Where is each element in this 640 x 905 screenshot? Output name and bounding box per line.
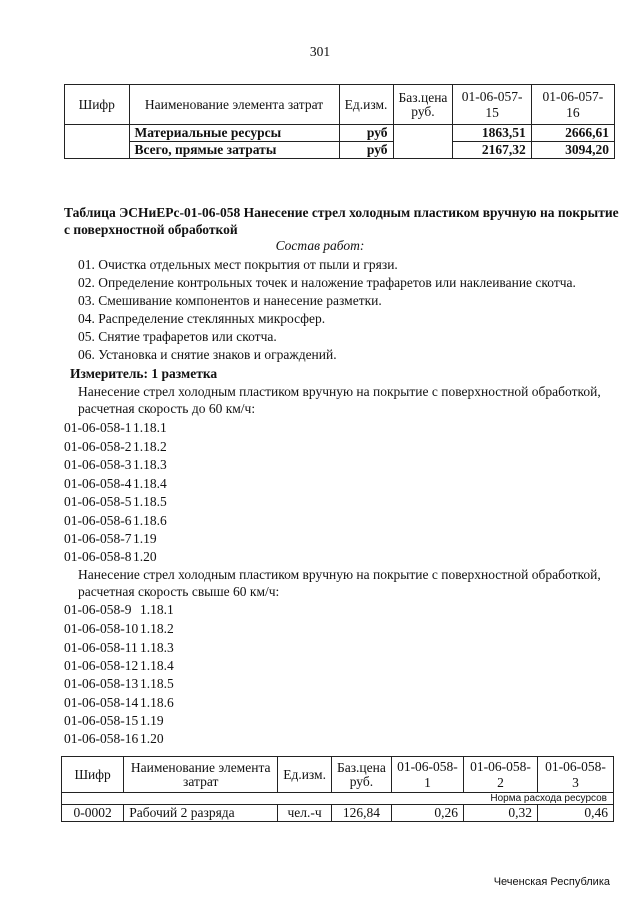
- code: 01-06-058-14: [64, 695, 139, 710]
- resource-table-057: [64, 84, 615, 159]
- col-057-16: 01-06-057-16: [531, 85, 614, 125]
- col-name: Наименование элемента затрат: [124, 757, 278, 793]
- section-title: Таблица ЭСНиЕРс-01-06-058 Нанесение стрел холодным пластиком вручную на покрытие: [64, 205, 619, 220]
- meter-label: Измеритель: 1 разметка: [70, 366, 218, 381]
- code-ref: 1.18.1: [133, 420, 167, 435]
- list-item: [64, 695, 174, 711]
- code-ref: 1.20: [133, 549, 157, 564]
- group-description-cont: расчетная скорость свыше 60 км/ч:: [78, 584, 280, 599]
- code: 01-06-058-10: [64, 621, 139, 636]
- col-unit: Ед.изм.: [278, 757, 332, 793]
- code-ref: 1.18.5: [140, 676, 174, 691]
- code-ref: 1.18.3: [133, 457, 167, 472]
- list-item: [64, 676, 174, 692]
- list-item: [64, 549, 157, 565]
- code: 01-06-058-1: [64, 420, 132, 435]
- work-step: 04. Распределение стеклянных микросфер.: [78, 311, 326, 326]
- page-number: 301: [309, 44, 331, 59]
- code-ref: 1.18.4: [140, 658, 174, 673]
- col-price: Баз.цена руб.: [393, 85, 453, 125]
- row-value: 3094,20: [531, 142, 614, 159]
- list-item: [64, 420, 167, 436]
- section-title-cont: с поверхностной обработкой: [64, 222, 238, 237]
- work-step: 06. Установка и снятие знаков и ограждений.: [78, 347, 337, 362]
- list-item: [64, 476, 167, 492]
- list-item: [64, 531, 157, 547]
- work-step: 03. Смешивание компонентов и нанесение разметки.: [78, 293, 382, 308]
- col-unit: Ед.изм.: [339, 85, 393, 125]
- code: 01-06-058-2: [64, 439, 132, 454]
- list-item: [64, 513, 167, 529]
- col-name: Наименование элемента затрат: [129, 85, 339, 125]
- code: 01-06-058-8: [64, 549, 132, 564]
- list-item: [64, 602, 174, 618]
- row-value: 2666,61: [531, 125, 614, 142]
- work-step: 05. Снятие трафаретов или скотча.: [78, 329, 277, 344]
- work-step: 01. Очистка отдельных мест покрытия от пыли и грязи.: [78, 257, 398, 272]
- code-ref: 1.18.2: [133, 439, 167, 454]
- row-unit: руб: [339, 142, 393, 159]
- table-row: [65, 125, 615, 142]
- col-058-1: 01-06-058-1: [391, 757, 463, 793]
- row-value: 0,46: [538, 805, 614, 822]
- row-unit: руб: [339, 125, 393, 142]
- col-058-3: 01-06-058-3: [538, 757, 614, 793]
- row-name: Всего, прямые затраты: [129, 142, 339, 159]
- resource-table-058: [61, 756, 614, 822]
- work-step: 02. Определение контрольных точек и наложение трафаретов или наклеивание скотча.: [78, 275, 576, 290]
- code: 01-06-058-6: [64, 513, 132, 528]
- table-header-row: [65, 85, 615, 125]
- list-item: [64, 640, 174, 656]
- code-ref: 1.19: [140, 713, 164, 728]
- code-ref: 1.18.1: [140, 602, 174, 617]
- code-ref: 1.18.5: [133, 494, 167, 509]
- row-value: 0,26: [391, 805, 463, 822]
- row-price: 126,84: [331, 805, 391, 822]
- code-ref: 1.19: [133, 531, 157, 546]
- work-composition-heading: Состав работ:: [275, 238, 365, 253]
- code-ref: 1.18.4: [133, 476, 167, 491]
- col-price: Баз.цена руб.: [331, 757, 391, 793]
- code: 01-06-058-3: [64, 457, 132, 472]
- row-name: Материальные ресурсы: [129, 125, 339, 142]
- table-row: [62, 805, 614, 822]
- row-unit: чел.-ч: [278, 805, 332, 822]
- code: 01-06-058-12: [64, 658, 139, 673]
- col-058-2: 01-06-058-2: [464, 757, 538, 793]
- list-item: [64, 494, 167, 510]
- row-value: 0,32: [464, 805, 538, 822]
- code-ref: 1.20: [140, 731, 164, 746]
- row-value: 2167,32: [453, 142, 531, 159]
- code: 01-06-058-15: [64, 713, 139, 728]
- code-ref: 1.18.6: [140, 695, 174, 710]
- list-item: [64, 713, 164, 729]
- col-code: Шифр: [65, 85, 130, 125]
- code: 01-06-058-13: [64, 676, 139, 691]
- group-description-cont: расчетная скорость до 60 км/ч:: [78, 401, 256, 416]
- norm-row: [62, 793, 614, 805]
- code: 01-06-058-4: [64, 476, 132, 491]
- code: 01-06-058-5: [64, 494, 132, 509]
- row-name: Рабочий 2 разряда: [124, 805, 278, 822]
- group-description: Нанесение стрел холодным пластиком вручную на покрытие с поверхностной обработкой,: [78, 567, 601, 582]
- list-item: [64, 658, 174, 674]
- code-ref: 1.18.2: [140, 621, 174, 636]
- code: 01-06-058-9: [64, 602, 132, 617]
- col-057-15: 01-06-057-15: [453, 85, 531, 125]
- list-item: [64, 731, 164, 747]
- code: 01-06-058-7: [64, 531, 132, 546]
- norm-label: Норма расхода ресурсов: [62, 793, 614, 805]
- table-header-row: [62, 757, 614, 793]
- code-ref: 1.18.6: [133, 513, 167, 528]
- col-code: Шифр: [62, 757, 124, 793]
- code: 01-06-058-11: [64, 640, 138, 655]
- code-ref: 1.18.3: [140, 640, 174, 655]
- list-item: [64, 439, 167, 455]
- row-value: 1863,51: [453, 125, 531, 142]
- table-row: [65, 142, 615, 159]
- row-code: 0-0002: [62, 805, 124, 822]
- footer-region: Чеченская Республика: [493, 876, 610, 888]
- list-item: [64, 621, 174, 637]
- group-description: Нанесение стрел холодным пластиком вручную на покрытие с поверхностной обработкой,: [78, 384, 601, 399]
- list-item: [64, 457, 167, 473]
- code: 01-06-058-16: [64, 731, 139, 746]
